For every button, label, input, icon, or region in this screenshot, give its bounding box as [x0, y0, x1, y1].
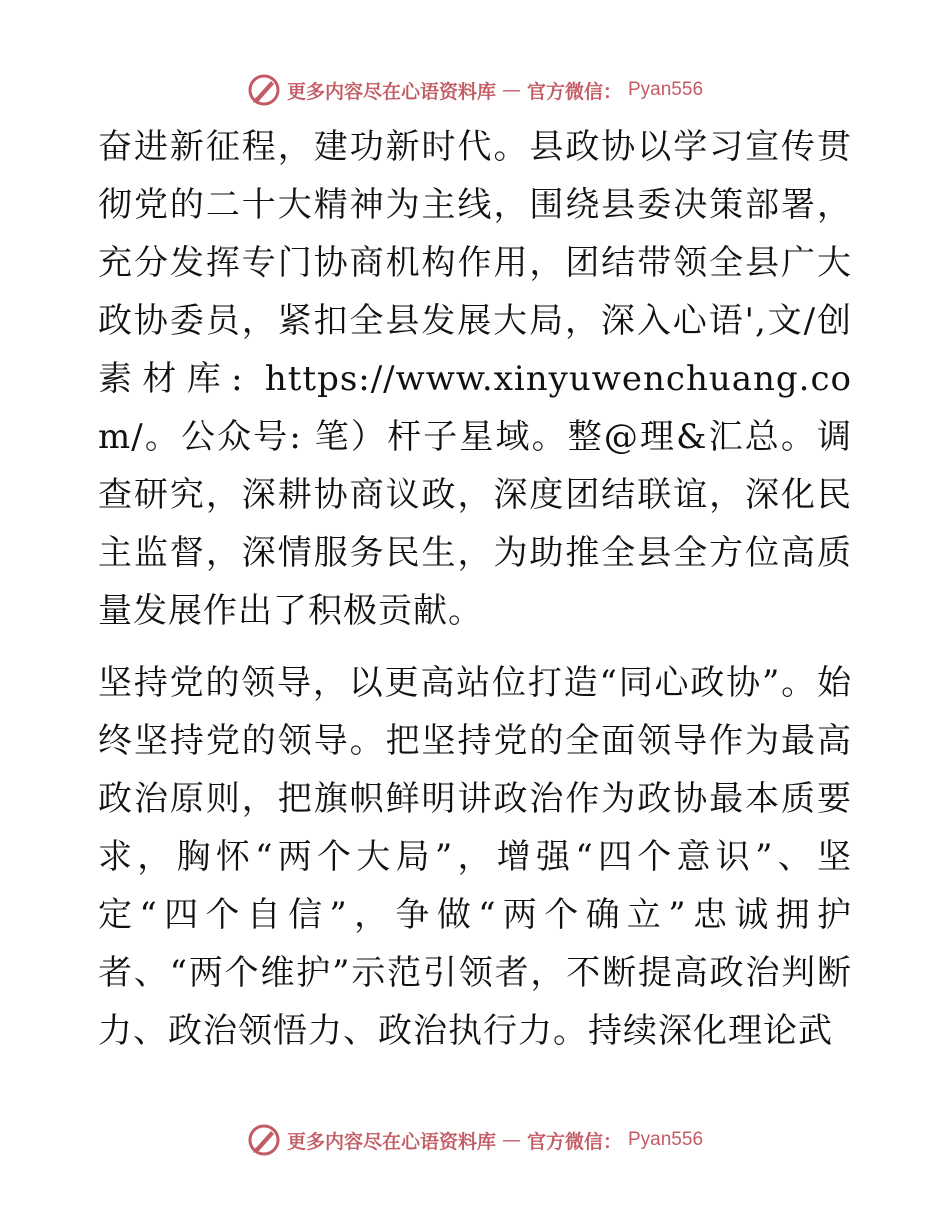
- pen-logo-icon: [247, 1123, 281, 1157]
- banner-site-text: 更多内容尽在心语资料库: [286, 1130, 496, 1153]
- banner-wechat-id: Pyan556: [628, 79, 704, 100]
- footer-banner: [0, 1120, 950, 1160]
- banner-separator: —: [501, 1129, 521, 1151]
- banner-separator: —: [501, 79, 521, 101]
- document-body: [98, 118, 852, 1060]
- banner-site-text: 更多内容尽在心语资料库: [286, 80, 496, 103]
- banner-wechat-label: 官方微信：: [526, 1130, 622, 1153]
- paragraph-1: 奋进新征程，建功新时代。县政协以学习宣传贯彻党的二十大精神为主线，围绕县委决策部署，充分发挥专门协商机构作用，团结带领全县广大政协委员，紧扣全县发展大局，深入心语',文/创素材库: https://www.xinyuwenchuang.com/。公众号: 笔）杆子星域。整@理&汇总。调查研究，深耕协商议政，深度团结联谊，深化民主监督，深情服务民生，为助推全县全方位高质量发展作出了积极贡献。: [98, 127, 852, 631]
- banner-wechat-id: Pyan556: [628, 1129, 704, 1150]
- header-banner: [0, 70, 950, 110]
- paragraph-2: 坚持党的领导，以更高站位打造“同心政协”。始终坚持党的领导。把坚持党的全面领导作为最高政治原则，把旗帜鲜明讲政治作为政协最本质要求，胸怀“两个大局”，增强“四个意识”、坚定“四个自信”，争做“两个确立”忠诚拥护者、“两个维护”示范引领者，不断提高政治判断力、政治领悟力、政治执行力。持续深化理论武: [98, 663, 852, 1051]
- banner-wechat-label: 官方微信：: [526, 80, 622, 103]
- pen-logo-icon: [247, 73, 281, 107]
